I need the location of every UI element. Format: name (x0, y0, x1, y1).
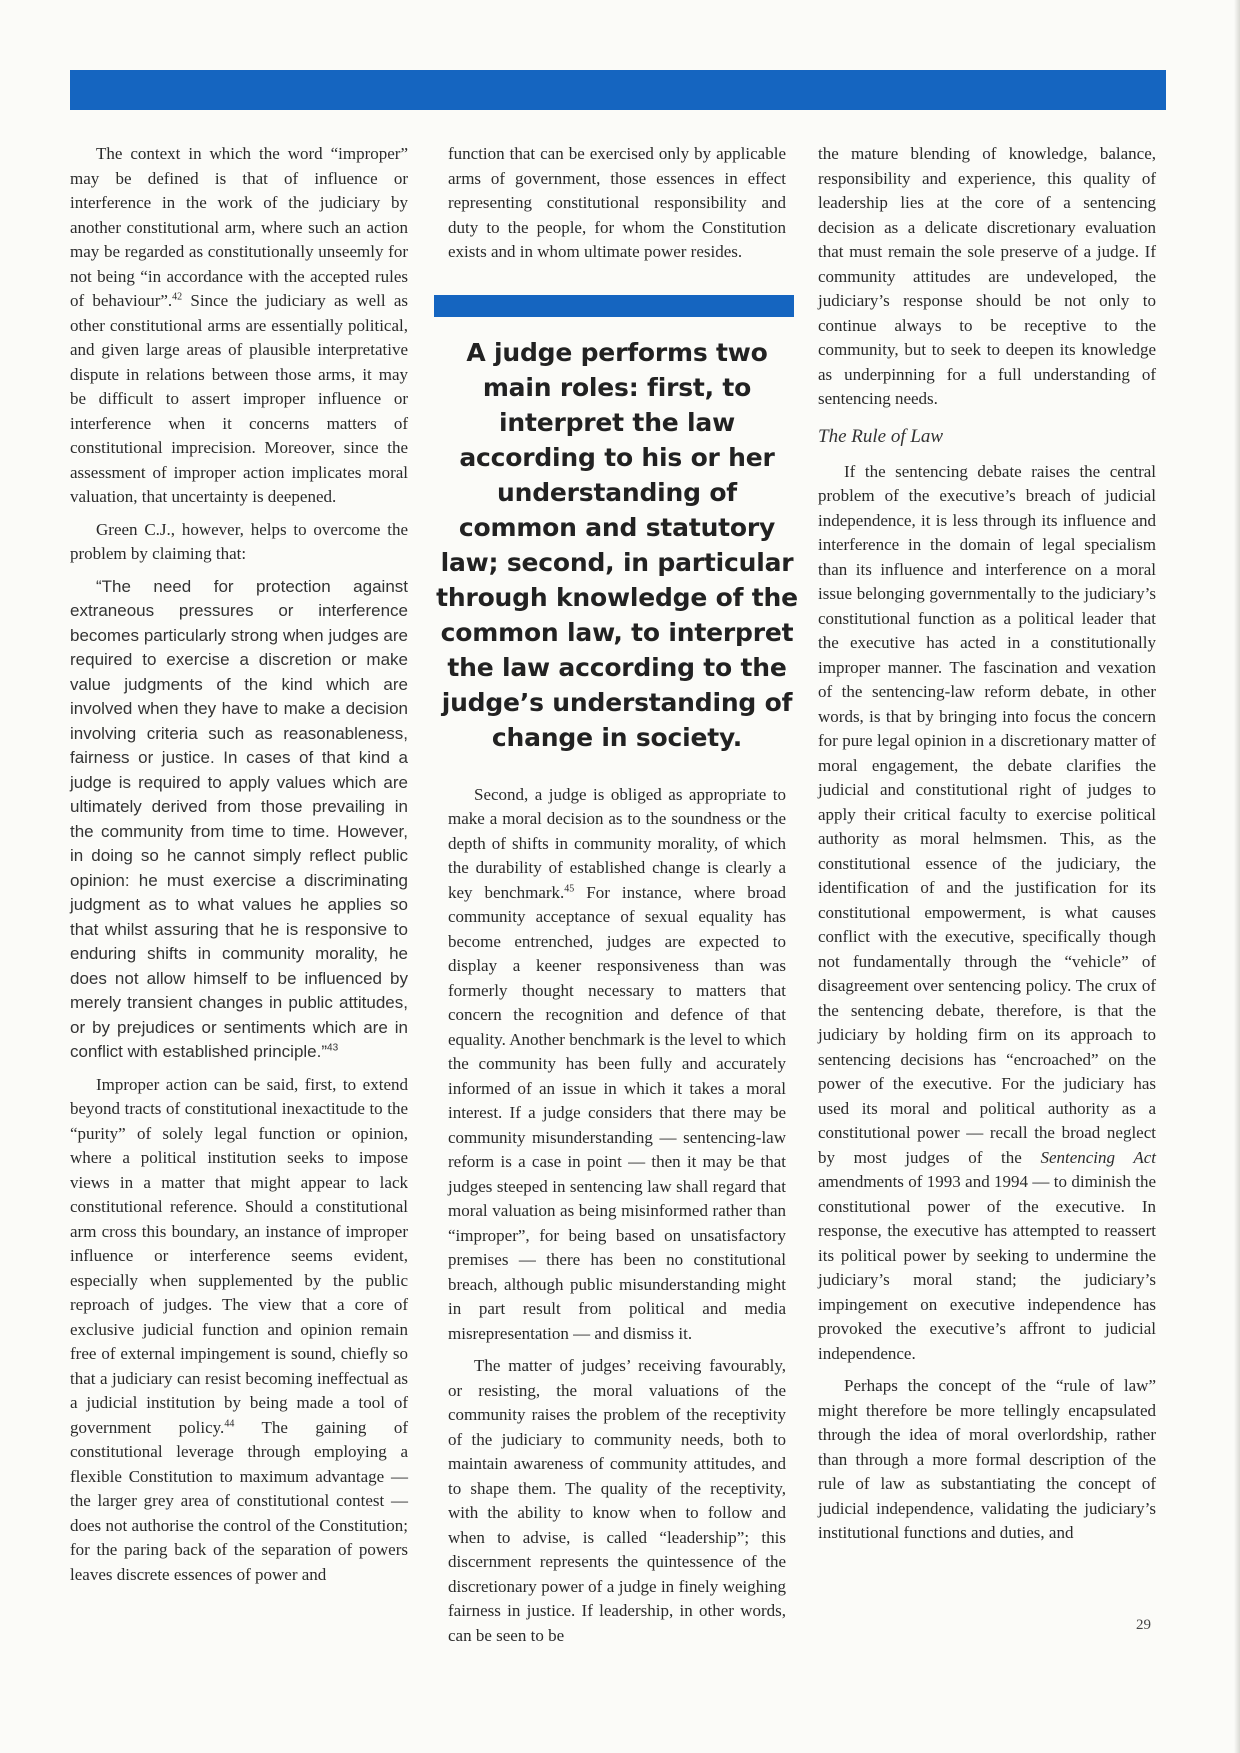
paragraph: Green C.J., however, helps to overcome the problem by claiming that: (70, 519, 408, 563)
paragraph (818, 460, 1156, 1367)
footnote-ref[interactable]: 43 (327, 1042, 339, 1054)
paragraph (70, 142, 408, 510)
header-band (70, 70, 1166, 110)
text-run: Improper action can be said, first, to extend beyond tracts of constitutional inexactitude to the “purity” of solely legal function or opinion, where a political institution seeks to impose views in a matter that might appear to lack constitutional reference. Should a constitutional arm cross this boundary, an instance of improper influence or interference seems evident, especially when supplemented by the public reproach of judges. The view that a core of exclusive judicial function and opinion remain free of external impingement is sound, chiefly so that a judiciary can resist becoming ineffectual as a judicial institution by being made a tool of government policy. (70, 1074, 408, 1437)
text-run: For instance, where broad community acceptance of sexual equality has become entrenched, judges are expected to display a keener responsiveness than was formerly thought necessary to matters that concern the recognition and defence of that equality. Another benchmark is the level to which the community has been fully and accurately informed of an issue in which it takes a moral interest. If a judge considers that there may be community misunderstanding — sentencing-law reform is a case in point — then it may be that judges steeped in sentencing law shall regard that moral valuation as being misinformed rather than “improper”, for being based on unsatisfactory premises — there has been no constitutional breach, although public misunderstanding might in part result from political and media misrepresentation — and dismiss it. (448, 882, 786, 1343)
column-left (70, 142, 408, 1595)
text-run: Second, a judge is obliged as appropriate to make a moral decision as to the soundness or the depth of shifts in community morality, of which the durability of established change is clearly a key benchmark. (448, 784, 786, 902)
block-quote (70, 575, 408, 1065)
text-run: Since the judiciary as well as other constitutional arms are essentially political, and given large areas of plausible interpretative dispute in relations between those arms, it may be difficult to assert improper influence or interference when it concerns matters of constitutional imprecision. Moreover, since the assessment of improper action implicates moral valuation, that uncertainty is deepened. (70, 291, 408, 506)
text-run: If the sentencing debate raises the central problem of the executive’s breach of judicial independence, it is less through its influence and interference in the domain of legal specialism than its influence and interference on a moral issue belonging governmentally to the judiciary’s constitutional function as a political leader that the executive has acted in a constitutionally improper manner. The fascination and vexation of the sentencing-law reform debate, in other words, is that by bringing into focus the concern for pure legal opinion in a discretionary matter of moral engagement, the debate clarifies the judicial and constitutional right of judges to apply their critical faculty to exercise political authority as moral helmsmen. This, as the constitutional essence of the judiciary, the identification of and the justification for its constitutional empowerment, is what causes conflict with the executive, specifically though not fundamentally through the “vehicle” of disagreement over sentencing policy. The crux of the sentencing debate, therefore, is that the judiciary by holding firm on its approach to sentencing decisions has “encroached” on the power of the executive. For the judiciary has used its moral and political authority as a constitutional power — recall the broad neglect by most judges of the (818, 461, 1156, 1167)
column-middle (436, 142, 798, 1656)
scan-edge (1234, 0, 1240, 1753)
paragraph (70, 1073, 408, 1588)
text-run: The context in which the word “improper” may be defined is that of influence or interference in the work of the judiciary by another constitutional arm, where such an action may be regarded as constitutionally unseemly for not being “in accordance with the accepted rules of behaviour”. (70, 144, 408, 310)
text-run: amendments of 1993 and 1994 — to diminish the constitutional power of the executive. In response, the executive has attempted to reassert its political power by seeking to undermine the judiciary’s moral stand; the judiciary’s impingement on executive independence has provoked the executive’s affront to judicial independence. (818, 1172, 1156, 1363)
paragraph: Perhaps the concept of the “rule of law” might therefore be more tellingly encapsulated through the idea of moral overlordship, rather than through a more formal description of the rule of law as substantiating the concept of judicial independence, validating the judiciary’s institutional functions and duties, and (818, 1376, 1156, 1542)
paragraph: function that can be exercised only by applicable arms of government, those essences in effect representing constitutional responsibility and duty to the people, for whom the Constitution exists and in whom ultimate power resides. (448, 144, 786, 261)
italic-title: Sentencing Act (1040, 1147, 1156, 1167)
pull-quote: A judge performs two main roles: first, to interpret the law according to his or her understanding of common and statutory law; second, in particular through knowledge of the common law, to interpret the law according to the judge’s understanding of change in society. (436, 337, 798, 752)
text-run: The gaining of constitutional leverage through employing a flexible Constitution to maximum advantage — the larger grey area of constitutional contest — does not authorise the control of the Constitution; for the paring back of the separation of powers leaves discrete essences of power and (70, 1417, 408, 1584)
paragraph: The matter of judges’ receiving favourably, or resisting, the moral valuations of the community raises the problem of the receptivity of the judiciary to community needs, both to maintain awareness of community attitudes, and to shape them. The quality of the receptivity, with the ability to know when to follow and when to advise, is called “leadership”; this discernment represents the quintessence of the discretionary power of a judge in finely weighing fairness in justice. If leadership, in other words, can be seen to be (448, 1356, 786, 1645)
pullquote-rule (434, 295, 794, 317)
footnote-ref[interactable]: 45 (564, 882, 575, 894)
section-heading: The Rule of Law (818, 425, 944, 447)
quote-text: “The need for protection against extraneous pressures or interference becomes particularly strong when judges are required to exercise a discretion or make value judgments of the kind which are involved when they have to make a decision involving criteria such as reasonableness, fairness or justice. In cases of that kind a judge is required to apply values which are ultimately derived from those prevailing in the community from time to time. However, in doing so he cannot simply reflect public opinion: he must exercise a discriminating judgment as to what values he applies so that whilst assuring that he is responsive to enduring shifts in community morality, he does not allow himself to be influenced by merely transient changes in public attitudes, or by prejudices or sentiments which are in conflict with established principle.” (70, 576, 408, 1061)
footnote-ref[interactable]: 44 (224, 1417, 235, 1429)
paragraph: the mature blending of knowledge, balance, responsibility and experience, this quality of leadership lies at the core of a sentencing decision as a delicate discretionary evaluation that must remain the sole preserve of a judge. If community attitudes are undeveloped, the judiciary’s response should be not only to continue always to be receptive to the community, but to seek to deepen its knowledge as underpinning for a full understanding of sentencing needs. (818, 144, 1156, 408)
paragraph (448, 783, 786, 1347)
footnote-ref[interactable]: 42 (172, 291, 183, 303)
column-right (818, 142, 1156, 1554)
page-number: 29 (1136, 1617, 1151, 1633)
